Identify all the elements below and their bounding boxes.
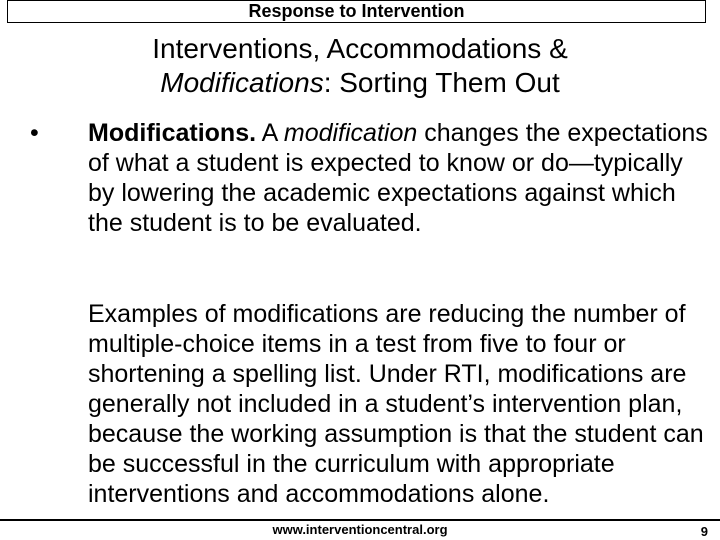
title-italic: Modifications <box>160 67 324 98</box>
bullet-icon: • <box>30 119 39 147</box>
title-rest: : Sorting Them Out <box>323 67 560 98</box>
slide-number: 9 <box>700 524 708 539</box>
examples-paragraph: Examples of modifications are reducing the number of multiple-choice items in a test from five to four or shortening a spelling list. Under RTI, modifications are generally not included in a student’s intervention plan, because the working assumption is that the student can be successful in the curriculum with appropriate interventions and accommodations alone. <box>88 300 704 508</box>
modifications-definition <box>88 118 713 238</box>
title-line-2 <box>0 66 720 100</box>
bullet-definition: changes the expectations of what a student is expected to know or do—typically by lowering the academic expectations against which the student is to be evaluated. <box>88 119 708 237</box>
footer-url-link[interactable]: www.interventioncentral.org <box>272 522 448 537</box>
header-banner: Response to Intervention <box>7 0 706 23</box>
title-line-1: Interventions, Accommodations & <box>152 33 568 64</box>
bullet-italic-word: modification <box>283 119 418 147</box>
bullet-term: Modifications. <box>88 119 257 147</box>
bullet-intro: A <box>256 119 284 147</box>
slide-title <box>0 32 720 100</box>
